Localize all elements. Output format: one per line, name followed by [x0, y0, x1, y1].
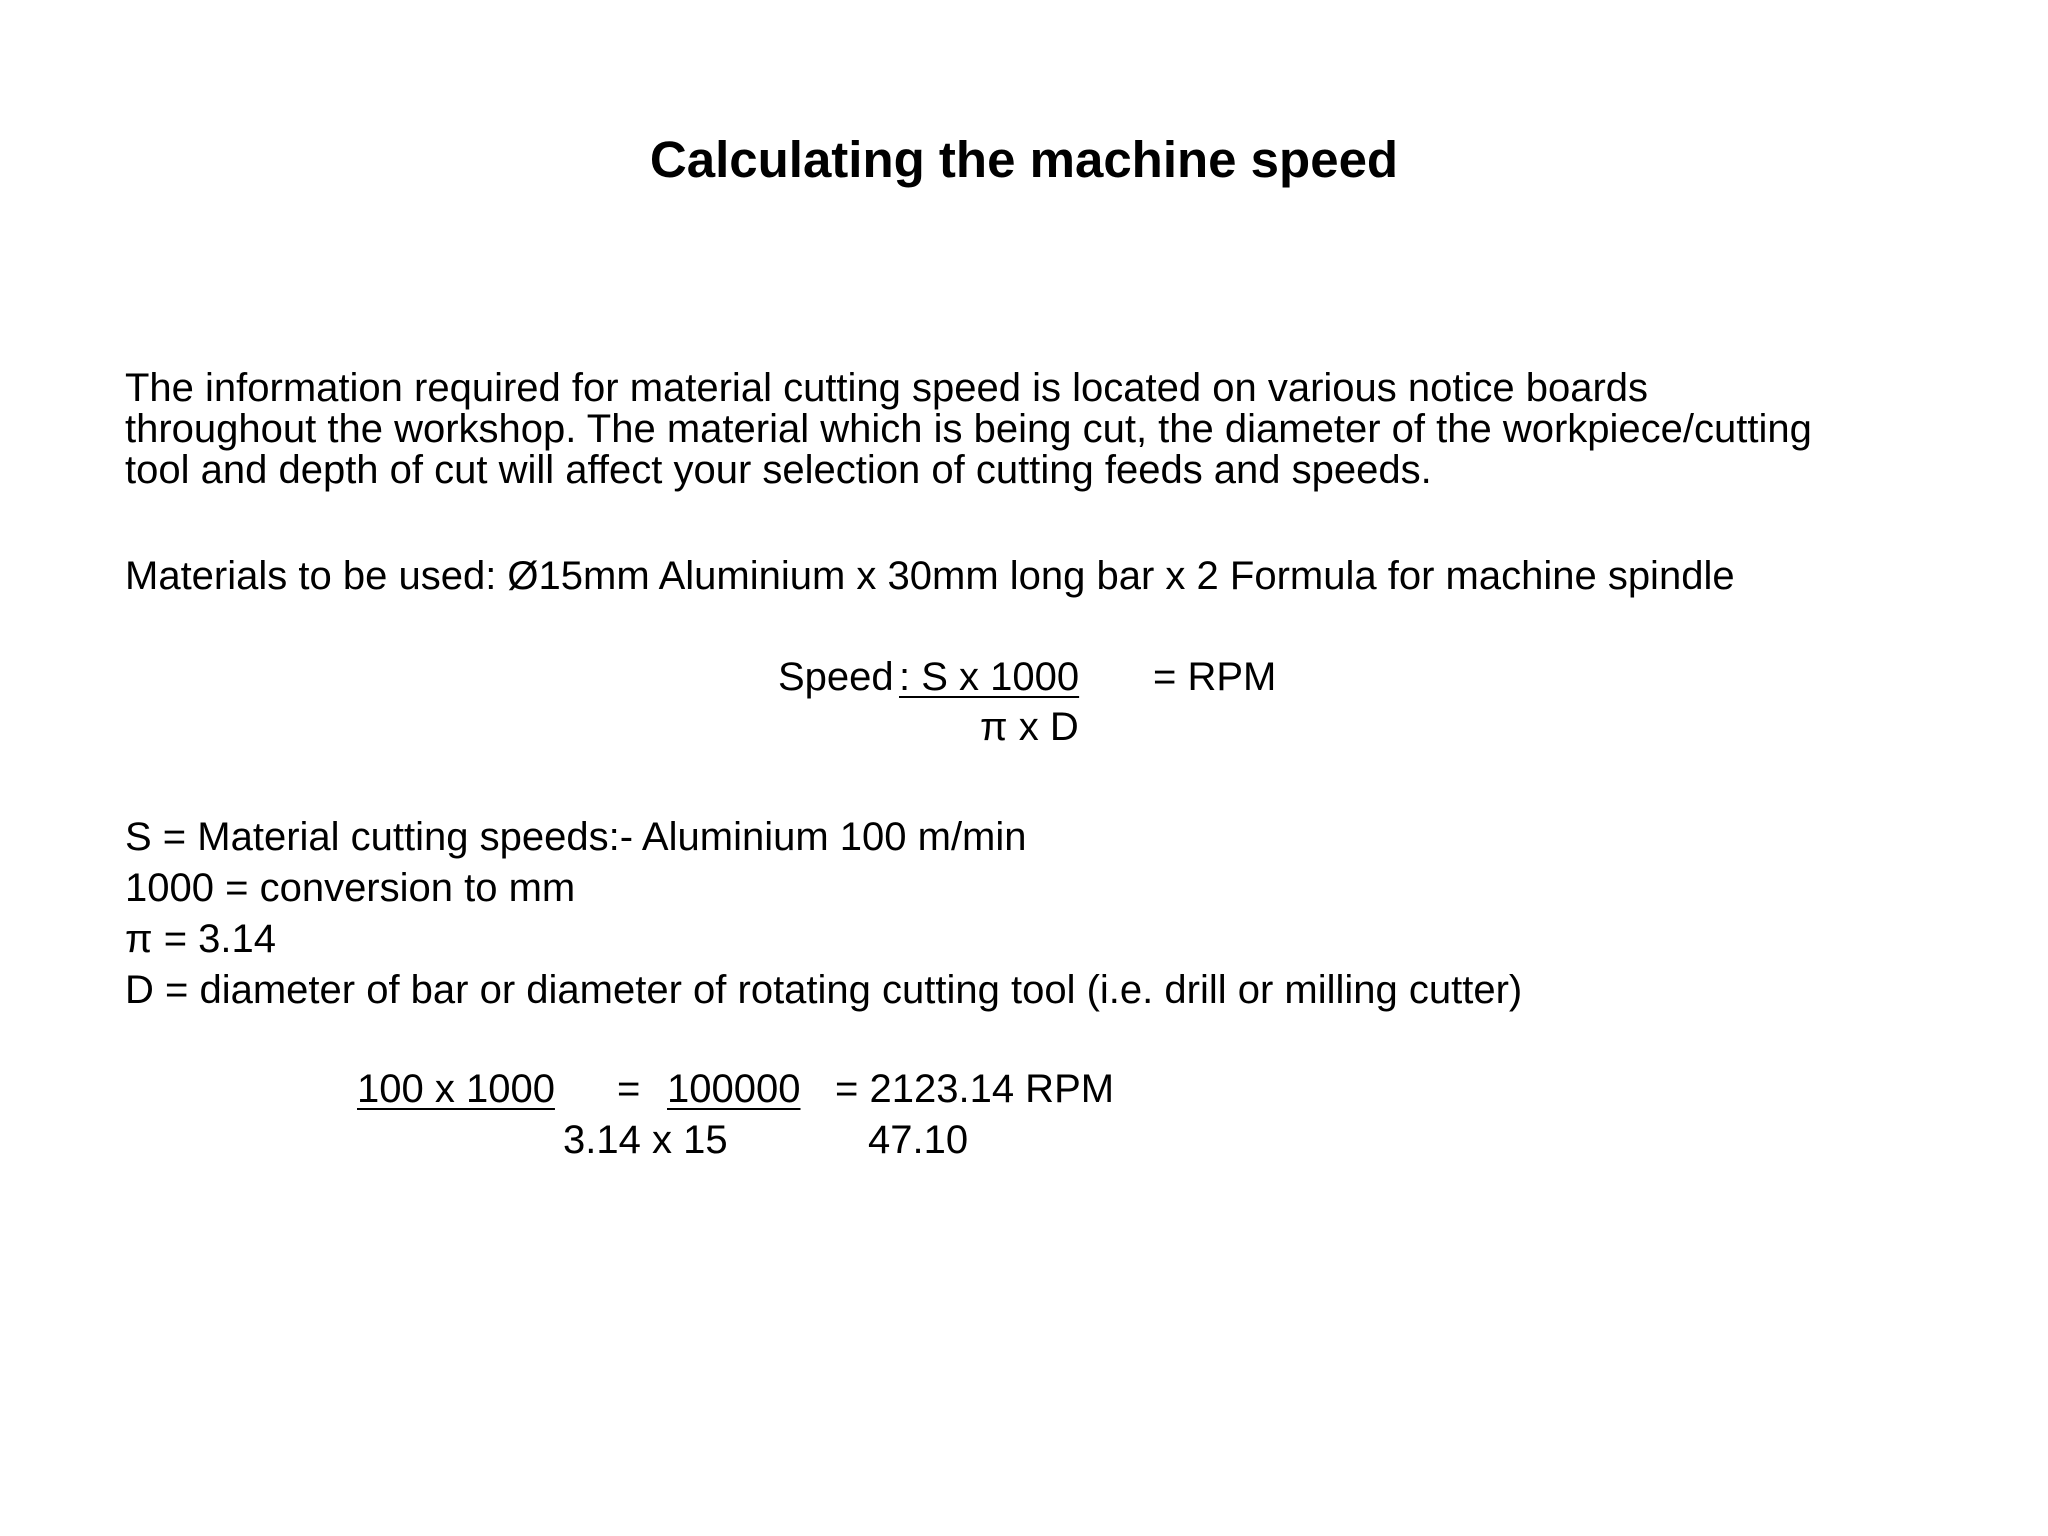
formula-numerator: : S x 1000 [899, 655, 1080, 699]
intro-line-3: tool and depth of cut will affect your selection of cutting feeds and speeds. [125, 448, 1432, 492]
calc-result: = 2123.14 RPM [835, 1067, 1115, 1111]
definition-pi: π = 3.14 [125, 917, 277, 961]
formula-denominator: π x D [980, 705, 1079, 749]
intro-line-2: throughout the workshop. The material which is being cut, the diameter of the workpiece/cutting [125, 407, 1812, 451]
definition-conversion: 1000 = conversion to mm [125, 866, 576, 910]
calc-numerator-2: 100000 [667, 1067, 801, 1111]
intro-paragraph [125, 368, 2025, 491]
page-title: Calculating the machine speed [649, 131, 1399, 188]
intro-line-1: The information required for material cutting speed is located on various notice boards [125, 366, 1649, 410]
formula-label: Speed [778, 655, 894, 699]
materials-line: Materials to be used: Ø15mm Aluminium x 30mm long bar x 2 Formula for machine spindle [125, 554, 1735, 598]
definition-s: S = Material cutting speeds:- Aluminium 100 m/min [125, 815, 1027, 859]
calc-equals-1: = [617, 1067, 641, 1111]
calc-denominator-2: 47.10 [868, 1118, 969, 1162]
definition-d: D = diameter of bar or diameter of rotating cutting tool (i.e. drill or milling cutter) [125, 968, 1523, 1012]
formula-result: = RPM [1153, 655, 1277, 699]
calc-denominator-1: 3.14 x 15 [563, 1118, 728, 1162]
calc-numerator-1: 100 x 1000 [357, 1067, 555, 1111]
definitions-list [125, 812, 1522, 1016]
